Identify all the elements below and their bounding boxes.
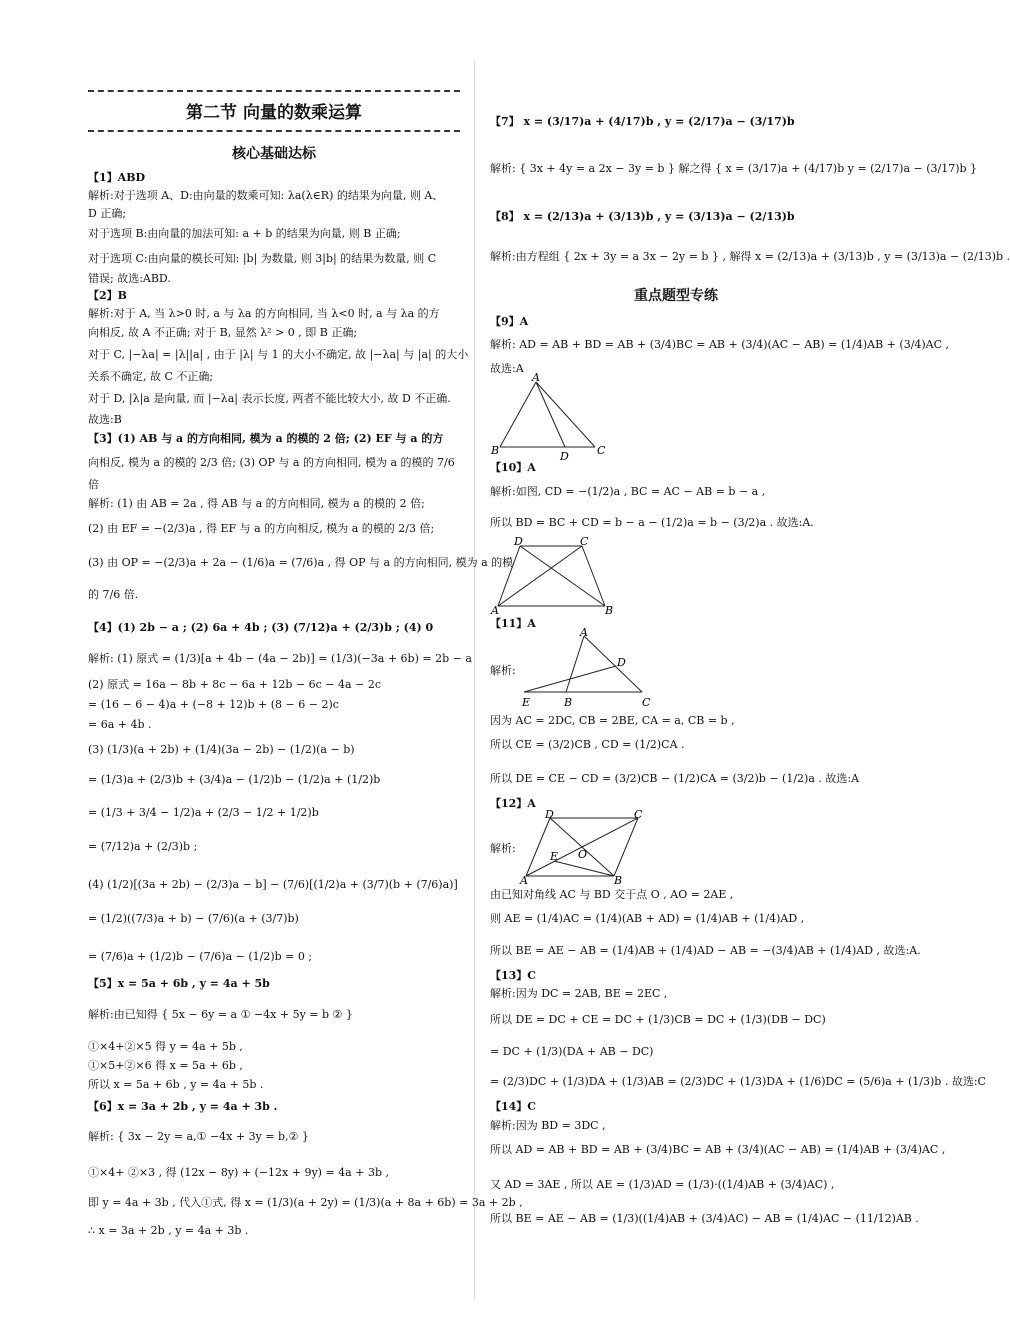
text-line: 故选:B [88, 413, 122, 426]
text-line: 故选:A [490, 362, 524, 375]
text-line: = (2/3)DC + (1/3)DA + (1/3)AB = (2/3)DC + (1/3)DA + (1/6)DC = (5/6)a + (1/3)b . 故选:C [490, 1075, 986, 1088]
text-line: 关系不确定, 故 C 不正确; [88, 370, 214, 383]
text-line: 解析: { 3x − 2y = a,① −4x + 3y = b,② } [88, 1130, 309, 1143]
text-line: = 6a + 4b . [88, 718, 152, 731]
answer-line: 【8】 x = (2/13)a + (3/13)b , y = (3/13)a − (2/13)b [490, 210, 795, 223]
text-line: ①×4+ ②×3 , 得 (12x − 8y) + (−12x + 9y) = 4a + 3b , [88, 1166, 389, 1179]
text-line: ①×4+②×5 得 y = 4a + 5b , [88, 1040, 243, 1053]
answer-line: 【1】ABD [88, 171, 146, 184]
text-line: 所以 CE = (3/2)CB , CD = (1/2)CA . [490, 738, 685, 751]
figure-9 [490, 372, 610, 462]
text-line: 又 AD = 3AE , 所以 AE = (1/3)AD = (1/3)·((1/4)AB + (3/4)AC) , [490, 1178, 835, 1191]
text-line: 向相反, 模为 a 的模的 2/3 倍; (3) OP 与 a 的方向相同, 模为 a 的模的 7/6 [88, 456, 455, 469]
label-O: O [578, 848, 588, 861]
text-line: 所以 DE = CE − CD = (3/2)CB − (1/2)CA = (3/2)b − (1/2)a . 故选:A [490, 772, 860, 785]
text-line: 对于选项 C:由向量的模长可知: |b| 为数量, 则 3|b| 的结果为数量, 则 C [88, 252, 437, 265]
text-line: 的 7/6 倍. [88, 588, 139, 601]
section-title: 第二节 向量的数乘运算 [186, 103, 362, 123]
text-line: 解析:对于选项 A、D:由向量的数乘可知: λa(λ∈R) 的结果为向量, 则 A、 [88, 189, 444, 202]
answer-line: 【3】(1) AB 与 a 的方向相同, 模为 a 的模的 2 倍; (2) EF 与 a 的方 [88, 432, 444, 445]
answer-line: 【5】x = 5a + 6b , y = 4a + 5b [88, 977, 270, 990]
text-line: 倍 [88, 478, 99, 491]
text-line: 所以 BE = AE − AB = (1/4)AB + (1/4)AD − AB = −(3/4)AB + (1/4)AD , 故选:A. [490, 944, 921, 957]
text-line: 则 AE = (1/4)AC = (1/4)(AB + AD) = (1/4)AB + (1/4)AD , [490, 912, 805, 925]
text-line: 解析: (1) 由 AB = 2a , 得 AB 与 a 的方向相同, 模为 a 的模的 2 倍; [88, 497, 425, 510]
answer-line: 【12】A [490, 797, 536, 810]
answer-line: 【14】C [490, 1100, 537, 1113]
label-C: C [642, 696, 651, 709]
text-line: = (16 − 6 − 4)a + (−8 + 12)b + (8 − 6 − 2)c [88, 698, 339, 711]
label-D: D [545, 808, 554, 821]
text-line: 解析: [490, 842, 516, 855]
answer-line: 【6】x = 3a + 2b , y = 4a + 3b . [88, 1100, 278, 1113]
title-rule-bottom [88, 130, 460, 132]
text-line: 解析:对于 A, 当 λ>0 时, a 与 λa 的方向相同, 当 λ<0 时, a 与 λa 的方 [88, 307, 440, 320]
text-line: D 正确; [88, 207, 127, 220]
right-heading: 重点题型专练 [634, 288, 718, 304]
figure-12 [520, 810, 650, 885]
label-B: B [491, 444, 500, 457]
answer-line: 【4】(1) 2b − a ; (2) 6a + 4b ; (3) (7/12)a + (2/3)b ; (4) 0 [88, 621, 434, 634]
label-D: D [617, 656, 626, 669]
label-D: D [514, 535, 523, 548]
label-C: C [597, 444, 606, 457]
text-line: (4) (1/2)[(3a + 2b) − (2/3)a − b] − (7/6)[(1/2)a + (3/7)(b + (7/6)a)] [88, 878, 458, 891]
text-line: 解析: [490, 664, 516, 677]
label-A: A [532, 371, 540, 384]
left-heading: 核心基础达标 [232, 146, 316, 162]
text-line: 所以 BE = AE − AB = (1/3)((1/4)AB + (3/4)AC) − AB = (1/4)AC − (11/12)AB . [490, 1212, 919, 1225]
text-line: (2) 原式 = 16a − 8b + 8c − 6a + 12b − 6c − 4a − 2c [88, 678, 381, 691]
figure-10 [490, 536, 620, 616]
text-line: 即 y = 4a + 3b , 代入①式, 得 x = (1/3)(a + 2y) = (1/3)(a + 8a + 6b) = 3a + 2b , [88, 1196, 523, 1209]
text-line: 解析:由方程组 { 2x + 3y = a 3x − 2y = b } , 解得 x = (2/13)a + (3/13)b , y = (3/13)a − (2/13)b . [490, 250, 1010, 263]
text-line: 对于 D, |λ|a 是向量, 而 |−λa| 表示长度, 两者不能比较大小, 故 D 不正确. [88, 392, 451, 405]
label-C: C [634, 808, 643, 821]
label-B: B [564, 696, 573, 709]
text-line: ①×5+②×6 得 x = 5a + 6b , [88, 1059, 243, 1072]
text-line: 对于 C, |−λa| = |λ||a| , 由于 |λ| 与 1 的大小不确定, 故 |−λa| 与 |a| 的大小 [88, 348, 469, 361]
label-B: B [605, 604, 614, 617]
text-line: 解析:因为 DC = 2AB, BE = 2EC , [490, 987, 668, 1000]
text-line: 解析: (1) 原式 = (1/3)[a + 4b − (4a − 2b)] = (1/3)(−3a + 6b) = 2b − a [88, 652, 472, 665]
text-line: = (7/12)a + (2/3)b ; [88, 840, 198, 853]
text-line: = (7/6)a + (1/2)b − (7/6)a − (1/2)b = 0 ; [88, 950, 313, 963]
label-C: C [580, 535, 589, 548]
text-line: = (1/3 + 3/4 − 1/2)a + (2/3 − 1/2 + 1/2)b [88, 806, 319, 819]
column-divider [474, 60, 475, 1300]
label-A: A [580, 626, 588, 639]
text-line: ∴ x = 3a + 2b , y = 4a + 3b . [88, 1224, 249, 1237]
label-A: A [520, 874, 528, 887]
text-line: (3) 由 OP = −(2/3)a + 2a − (1/6)a = (7/6)a , 得 OP 与 a 的方向相同, 模为 a 的模 [88, 556, 514, 569]
text-line: 解析: AD = AB + BD = AB + (3/4)BC = AB + (3/4)(AC − AB) = (1/4)AB + (3/4)AC , [490, 338, 950, 351]
text-line: 所以 BD = BC + CD = b − a − (1/2)a = b − (3/2)a . 故选:A. [490, 516, 814, 529]
answer-line: 【9】A [490, 315, 529, 328]
text-line: 向相反, 故 A 不正确; 对于 B, 显然 λ² > 0 , 即 B 正确; [88, 326, 358, 339]
label-E: E [522, 696, 531, 709]
text-line: 解析:如图, CD = −(1/2)a , BC = AC − AB = b − a , [490, 485, 766, 498]
answer-line: 【10】A [490, 461, 536, 474]
answer-line: 【11】A [490, 617, 536, 630]
text-line: 解析:因为 BD = 3DC , [490, 1119, 606, 1132]
text-line: = (1/2)((7/3)a + b) − (7/6)(a + (3/7)b) [88, 912, 299, 925]
text-line: 解析:由已知得 { 5x − 6y = a ① −4x + 5y = b ② } [88, 1008, 353, 1021]
label-D: D [560, 450, 569, 463]
text-line: 错误; 故选:ABD. [88, 272, 171, 285]
answer-line: 【2】B [88, 289, 127, 302]
text-line: (2) 由 EF = −(2/3)a , 得 EF 与 a 的方向相反, 模为 a 的模的 2/3 倍; [88, 522, 435, 535]
label-B: B [614, 874, 623, 887]
text-line: = (1/3)a + (2/3)b + (3/4)a − (1/2)b − (1/2)a + (1/2)b [88, 773, 381, 786]
text-line: 对于选项 B:由向量的加法可知: a + b 的结果为向量, 则 B 正确; [88, 227, 401, 240]
answer-line: 【7】 x = (3/17)a + (4/17)b , y = (2/17)a − (3/17)b [490, 115, 795, 128]
text-line: 所以 x = 5a + 6b , y = 4a + 5b . [88, 1078, 264, 1091]
title-rule-top [88, 90, 460, 92]
label-A: A [491, 604, 499, 617]
text-line: 由已知对角线 AC 与 BD 交于点 O , AO = 2AE , [490, 888, 734, 901]
text-line: = DC + (1/3)(DA + AB − DC) [490, 1045, 654, 1058]
text-line: 因为 AC = 2DC, CB = 2BE, CA = a, CB = b , [490, 714, 735, 727]
text-line: (3) (1/3)(a + 2b) + (1/4)(3a − 2b) − (1/2)(a − b) [88, 743, 355, 756]
text-line: 解析: { 3x + 4y = a 2x − 3y = b } 解之得 { x = (3/17)a + (4/17)b y = (2/17)a − (3/17)b } [490, 162, 978, 175]
label-E: E [550, 850, 559, 863]
text-line: 所以 AD = AB + BD = AB + (3/4)BC = AB + (3/4)(AC − AB) = (1/4)AB + (3/4)AC , [490, 1143, 946, 1156]
text-line: 所以 DE = DC + CE = DC + (1/3)CB = DC + (1/3)(DB − DC) [490, 1013, 826, 1026]
answer-line: 【13】C [490, 969, 537, 982]
figure-11 [520, 628, 660, 710]
